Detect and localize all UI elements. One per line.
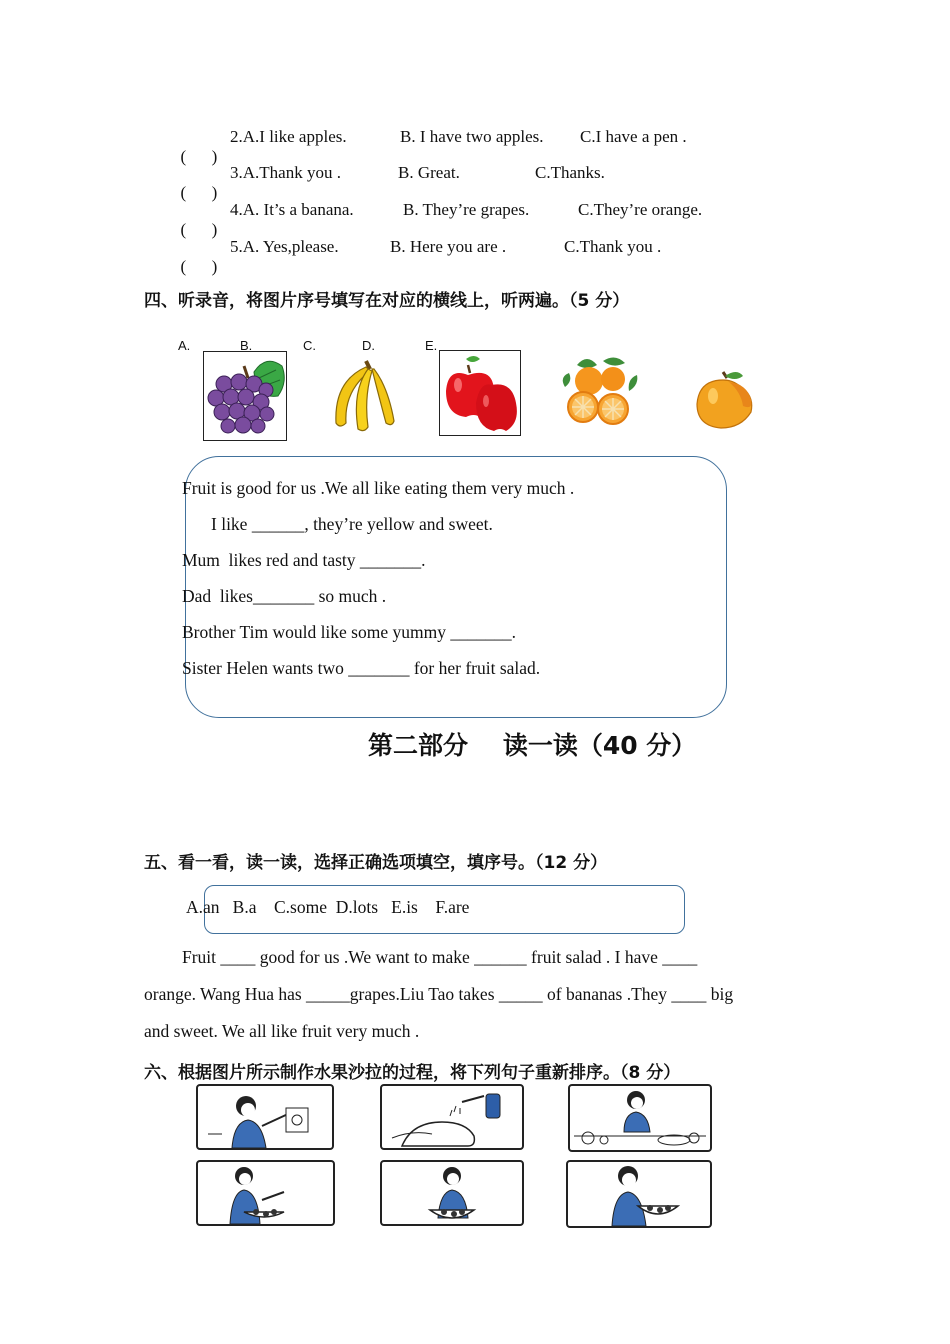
picture-label-b: B. xyxy=(240,338,253,353)
q2-option-a: 2.A.I like apples. xyxy=(230,127,347,146)
question-3 xyxy=(172,163,217,203)
mangoes-picture xyxy=(693,366,759,432)
q3-option-b: B. Great. xyxy=(398,163,460,182)
question-5 xyxy=(172,237,217,277)
section-4-heading: 四、听录音，将图片序号填写在对应的横线上，听两遍。（5 分） xyxy=(144,291,630,311)
text-line-5: Brother Tim would like some yummy _______. xyxy=(182,622,516,642)
q4-option-c: C.They’re orange. xyxy=(578,200,703,219)
answer-paren[interactable]: ( ) xyxy=(180,257,218,276)
bananas-picture xyxy=(330,357,400,435)
q5-option-a: 5.A. Yes,please. xyxy=(230,237,339,256)
picture-label-d: D. xyxy=(362,338,375,353)
answer-paren[interactable]: ( ) xyxy=(180,183,218,202)
picture-label-c: C. xyxy=(303,338,316,353)
text-line-1: Fruit is good for us .We all like eating them very much . xyxy=(182,478,575,498)
oranges-picture xyxy=(557,351,641,437)
answer-paren[interactable]: ( ) xyxy=(180,147,218,166)
apples-picture xyxy=(439,350,521,436)
paragraph-line-1: Fruit ____ good for us .We want to make ______ fruit salad . I have ____ xyxy=(182,947,698,967)
scene-cutting-fruit xyxy=(568,1084,712,1152)
question-2 xyxy=(172,127,217,167)
answer-paren[interactable]: ( ) xyxy=(180,220,218,239)
q3-option-c: C.Thanks. xyxy=(535,163,605,182)
text-line-4: Dad likes_______ so much . xyxy=(182,586,387,606)
q4-option-b: B. They’re grapes. xyxy=(403,200,530,219)
text-line-2: I like ______, they’re yellow and sweet. xyxy=(211,514,493,534)
paragraph-line-3: and sweet. We all like fruit very much . xyxy=(144,1021,420,1041)
scene-washing-hands xyxy=(380,1084,524,1150)
q2-option-c: C.I have a pen . xyxy=(580,127,687,146)
q5-option-b: B. Here you are . xyxy=(390,237,507,256)
picture-label-a: A. xyxy=(178,338,191,353)
scene-stirring-salad xyxy=(196,1160,335,1226)
q2-option-b: B. I have two apples. xyxy=(400,127,544,146)
question-4 xyxy=(172,200,217,240)
scene-buying-fruit xyxy=(196,1084,334,1150)
paragraph-line-2: orange. Wang Hua has _____grapes.Liu Tao takes _____ of bananas .They ____ big xyxy=(144,984,734,1004)
scene-mixing-salad xyxy=(380,1160,524,1226)
options-text: A.an B.a C.some D.lots E.is F.are xyxy=(186,897,470,917)
scene-serving-salad xyxy=(566,1160,712,1228)
q3-option-a: 3.A.Thank you . xyxy=(230,163,341,182)
q4-option-a: 4.A. It’s a banana. xyxy=(230,200,354,219)
part-2-title: 第二部分 读一读（40 分） xyxy=(368,731,697,760)
q5-option-c: C.Thank you . xyxy=(564,237,662,256)
text-line-6: Sister Helen wants two _______ for her fruit salad. xyxy=(182,658,541,678)
section-6-heading: 六、根据图片所示制作水果沙拉的过程，将下列句子重新排序。（8 分） xyxy=(144,1063,681,1083)
section-5-heading: 五、看一看，读一读，选择正确选项填空，填序号。（12 分） xyxy=(144,853,608,873)
picture-label-e: E. xyxy=(425,338,438,353)
grapes-picture xyxy=(203,351,287,441)
text-line-3: Mum likes red and tasty _______. xyxy=(182,550,426,570)
